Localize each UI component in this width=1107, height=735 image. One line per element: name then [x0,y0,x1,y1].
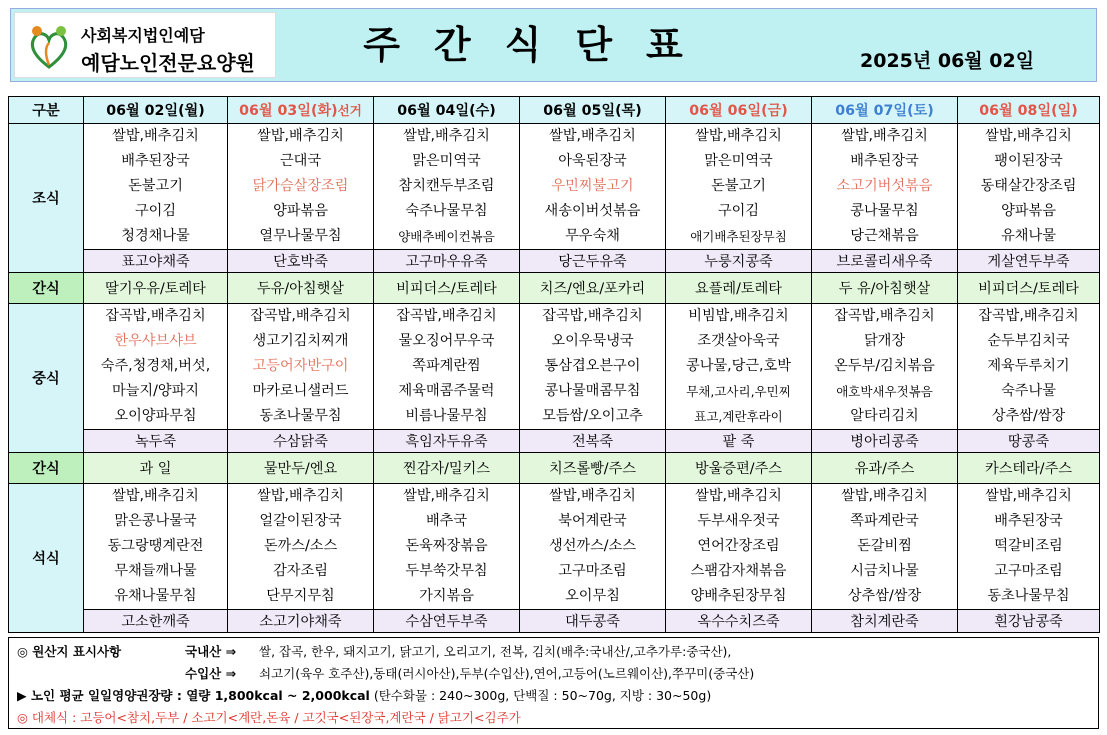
meal-category-label: 조식 [9,124,84,273]
porridge-cell: 고구마우유죽 [374,250,520,273]
heart-leaf-logo-icon [23,21,75,73]
menu-item: 숙주나물 [1001,383,1056,399]
porridge-cell: 단호박죽 [228,250,374,273]
snack-cell: 비피더스/토레타 [374,273,520,304]
porridge-cell: 대두콩죽 [520,610,666,633]
menu-item: 콩나물매콤무침 [544,383,641,399]
menu-item: 애기배추된장무침 [690,229,787,244]
menu-item: 떡갈비조림 [994,538,1063,554]
menu-item: 오이우묵냉국 [551,333,634,349]
menu-item: 맑은미역국 [704,153,773,169]
porridge-cell: 흰강남콩죽 [958,610,1100,633]
menu-item: 돈갈비찜 [857,538,912,554]
menu-item: 쌀밥,배추김치 [695,128,782,144]
snack-cell: 방울증편/주스 [666,453,812,484]
porridge-cell: 땅콩죽 [958,430,1100,453]
header-row [9,97,1100,124]
snack-category-label: 간식 [9,273,84,304]
menu-item: 쌀밥,배추김치 [985,488,1072,504]
menu-item: 구이김 [717,203,760,219]
menu-item: 배추된장국 [850,153,919,169]
meal-cell [374,124,520,250]
menu-item: 생고기김치찌개 [252,333,349,349]
porridge-cell: 전복죽 [520,430,666,453]
menu-item: 무우숙채 [565,228,620,244]
lunch-row [9,304,1100,430]
menu-item: 잡곡밥,배추김치 [978,308,1079,324]
menu-item: 닭개장 [863,333,906,349]
menu-item: 열무나물무침 [259,228,342,244]
meal-cell [84,304,228,430]
column-header: 06월 04일(수) [374,97,520,124]
menu-item: 숙주나물무침 [405,203,488,219]
menu-item: 물오징어무우국 [398,333,495,349]
meal-cell [84,484,228,610]
origin-label: ◎ 원산지 표시사항 [17,644,122,659]
menu-item: 오이무침 [565,588,620,604]
column-header: 06월 06일(금) [666,97,812,124]
menu-item: 양배추베이컨볶음 [398,229,495,244]
lunch-porridge-row [9,430,1100,453]
meal-category-label: 중식 [9,304,84,453]
menu-item: 잡곡밥,배추김치 [834,308,935,324]
meal-cell [666,124,812,250]
menu-item: 쪽파계란찜 [412,358,481,374]
menu-item: 유채나물무침 [114,588,197,604]
menu-item: 쌀밥,배추김치 [841,488,928,504]
snack-cell: 찐감자/밀키스 [374,453,520,484]
porridge-cell: 옥수수치즈죽 [666,610,812,633]
menu-item: 비름나물무침 [405,408,488,424]
meal-cell [84,124,228,250]
menu-item: 무채,고사리,우민찌 [686,384,791,399]
menu-item: 유채나물 [1001,228,1056,244]
menu-item: 얼갈이된장국 [259,513,342,529]
menu-item: 팽이된장국 [994,153,1063,169]
column-header: 06월 02일(월) [84,97,228,124]
menu-item: 양배추된장무침 [690,588,787,604]
menu-item: 동그랑땡계란전 [107,538,204,554]
menu-item: 단무지무침 [266,588,335,604]
meal-cell [666,304,812,430]
meal-cell [958,124,1100,250]
menu-item: 무채들깨나물 [114,563,197,579]
meal-cell [520,304,666,430]
snack-category-label: 간식 [9,453,84,484]
porridge-cell: 게살연두부죽 [958,250,1100,273]
menu-item: 새송이버섯볶음 [544,203,641,219]
porridge-cell: 흑임자두유죽 [374,430,520,453]
meal-cell [374,484,520,610]
porridge-cell: 녹두죽 [84,430,228,453]
menu-item: 잡곡밥,배추김치 [250,308,351,324]
meal-cell [228,124,374,250]
menu-item: 고구마조림 [994,563,1063,579]
menu-item: 맑은콩나물국 [114,513,197,529]
column-header: 06월 05일(목) [520,97,666,124]
snack-cell: 카스테라/주스 [958,453,1100,484]
menu-item: 제육두루치기 [987,358,1070,374]
menu-item: 쌀밥,배추김치 [257,128,344,144]
menu-item: 청경채나물 [121,228,190,244]
meal-cell [812,124,958,250]
meal-cell [812,304,958,430]
menu-item: 숙주,청경채,버섯, [100,358,211,374]
menu-item: 마카로니샐러드 [252,383,349,399]
column-header: 06월 03일(화)선거 [228,97,374,124]
meal-cell [374,304,520,430]
menu-item: 쌀밥,배추김치 [549,488,636,504]
menu-item: 쌀밥,배추김치 [257,488,344,504]
porridge-cell: 소고기야채죽 [228,610,374,633]
menu-item: 콩나물,당근,호박 [686,358,791,374]
menu-item: 순두부김치국 [987,333,1070,349]
meal-cell [958,484,1100,610]
election-note: 선거 [337,103,362,118]
menu-item: 돈까스/소스 [263,538,338,554]
menu-item: 쌀밥,배추김치 [403,128,490,144]
menu-item: 조갯살아욱국 [697,333,780,349]
snack1-row [9,273,1100,304]
menu-item: 쌀밥,배추김치 [403,488,490,504]
column-header: 구분 [9,97,84,124]
menu-item: 쌀밥,배추김치 [985,128,1072,144]
porridge-cell: 고소한깨죽 [84,610,228,633]
menu-item: 상추쌈/쌈장 [847,588,922,604]
menu-item: 배추된장국 [121,153,190,169]
menu-item: 애호박새우젓볶음 [836,384,933,399]
menu-item: 근대국 [279,153,322,169]
menu-item: 돈불고기 [711,178,766,194]
menu-item: 양파볶음 [273,203,328,219]
menu-item: 쪽파계란국 [850,513,919,529]
nutrition-line [17,686,711,704]
porridge-cell: 병아리콩죽 [812,430,958,453]
meal-cell [228,484,374,610]
porridge-cell: 브로콜리새우죽 [812,250,958,273]
snack-cell: 두유/아침햇살 [228,273,374,304]
menu-item: 시금치나물 [850,563,919,579]
menu-item: 제육매콤주물럭 [398,383,495,399]
meal-cell [520,124,666,250]
snack-cell: 요플레/토레타 [666,273,812,304]
menu-item: 당근채볶음 [850,228,919,244]
menu-item: 마늘지/양파지 [111,383,199,399]
menu-item: 쌀밥,배추김치 [112,128,199,144]
meal-cell [666,484,812,610]
menu-item: 통삼겹오븐구이 [544,358,641,374]
meal-cell [228,304,374,430]
menu-item: 두부새우젓국 [697,513,780,529]
menu-item: 알타리김치 [850,408,919,424]
menu-item: 맑은미역국 [412,153,481,169]
notes-panel [8,637,1099,729]
logo [14,12,276,78]
porridge-cell: 당근두유죽 [520,250,666,273]
menu-item: 상추쌈/쌈장 [991,408,1066,424]
menu-item: 돈육짜장볶음 [405,538,488,554]
header [0,0,1107,92]
porridge-cell: 참치계란죽 [812,610,958,633]
domestic-text: 쌀, 잡곡, 한우, 돼지고기, 닭고기, 오리고기, 전복, 김치(배추:국내산/,고추가루:중국산), [259,644,732,659]
snack-cell: 치즈롤빵/주스 [520,453,666,484]
dinner-porridge-row [9,610,1100,633]
menu-item: 구이김 [134,203,177,219]
porridge-cell: 표고야채죽 [84,250,228,273]
breakfast-row [9,124,1100,250]
weekly-menu-table [8,96,1100,633]
menu-item: 동초나물무침 [259,408,342,424]
menu-item: 한우샤브샤브 [114,333,197,349]
menu-item: 쌀밥,배추김치 [841,128,928,144]
dinner-row [9,484,1100,610]
menu-item: 배추된장국 [994,513,1063,529]
snack2-row [9,453,1100,484]
nutrition-calories: ▶ 노인 평균 일일영양권장량 : 열량 1,800kcal ~ 2,000kcal [17,688,370,703]
menu-item: 쌀밥,배추김치 [112,488,199,504]
snack-cell: 유과/주스 [812,453,958,484]
menu-item: 아욱된장국 [558,153,627,169]
porridge-cell: 팥 죽 [666,430,812,453]
org-name-line2: 예담노인전문요양원 [81,51,255,75]
menu-item: 돈불고기 [128,178,183,194]
meal-cell [958,304,1100,430]
menu-item: 고구마조림 [558,563,627,579]
menu-item: 모듬쌈/오이고추 [542,408,643,424]
org-name-line1: 사회복지법인예담 [81,26,205,45]
menu-item: 참치캔두부조림 [398,178,495,194]
menu-item: 두부쑥갓무침 [405,563,488,579]
snack-cell: 치즈/엔요/포카리 [520,273,666,304]
menu-item: 비빔밥,배추김치 [688,308,789,324]
menu-item: 닭가슴살장조림 [252,178,349,194]
menu-item: 동태살간장조림 [980,178,1077,194]
menu-item: 스팸감자채볶음 [690,563,787,579]
menu-item: 콩나물무침 [850,203,919,219]
page-title: 주간식단표 [363,23,717,67]
snack-cell: 두 유/아침햇살 [812,273,958,304]
import-label: 수입산 ⇒ [185,666,237,681]
menu-item: 연어간장조림 [697,538,780,554]
meal-cell [520,484,666,610]
menu-item: 오이양파무침 [114,408,197,424]
nutrition-macros: (탄수화물 : 240~300g, 단백질 : 50~70g, 지방 : 30~50g) [373,688,712,703]
menu-item: 동초나물무침 [987,588,1070,604]
menu-item: 소고기버섯볶음 [836,178,933,194]
snack-cell: 물만두/엔요 [228,453,374,484]
column-header: 06월 07일(토) [812,97,958,124]
porridge-cell: 수삼연두부죽 [374,610,520,633]
menu-item: 감자조림 [273,563,328,579]
menu-item: 잡곡밥,배추김치 [396,308,497,324]
porridge-cell: 누룽지콩죽 [666,250,812,273]
import-text: 쇠고기(육우 호주산),동태(러시아산),두부(수입산),연어,고등어(노르웨이산),쭈꾸미(중국산) [259,666,755,681]
menu-item: 북어계란국 [558,513,627,529]
menu-item: 양파볶음 [1001,203,1056,219]
snack-cell: 딸기우유/토레타 [84,273,228,304]
domestic-label: 국내산 ⇒ [185,644,237,659]
menu-item: 우민찌불고기 [551,178,634,194]
menu-item: 생선까스/소스 [548,538,636,554]
substitute-line: ◎ 대체식 : 고등어<참치,두부 / 소고기<계란,돈육 / 고깃국<된장국,계란국 / 닭고기<김주가 [17,710,521,725]
menu-item: 배추국 [425,513,468,529]
menu-item: 쌀밥,배추김치 [695,488,782,504]
menu-item: 잡곡밥,배추김치 [542,308,643,324]
breakfast-porridge-row [9,250,1100,273]
menu-item: 온두부/김치볶음 [834,358,935,374]
menu-item: 잡곡밥,배추김치 [105,308,206,324]
menu-item: 쌀밥,배추김치 [549,128,636,144]
porridge-cell: 수삼닭죽 [228,430,374,453]
column-header: 06월 08일(일) [958,97,1100,124]
snack-cell: 비피더스/토레타 [958,273,1100,304]
menu-item: 가지볶음 [419,588,474,604]
menu-item: 고등어자반구이 [252,358,349,374]
meal-cell [812,484,958,610]
snack-cell: 과 일 [84,453,228,484]
meal-category-label: 석식 [9,484,84,633]
menu-item: 표고,계란후라이 [694,409,783,424]
menu-date: 2025년 06월 02일 [860,50,1035,72]
